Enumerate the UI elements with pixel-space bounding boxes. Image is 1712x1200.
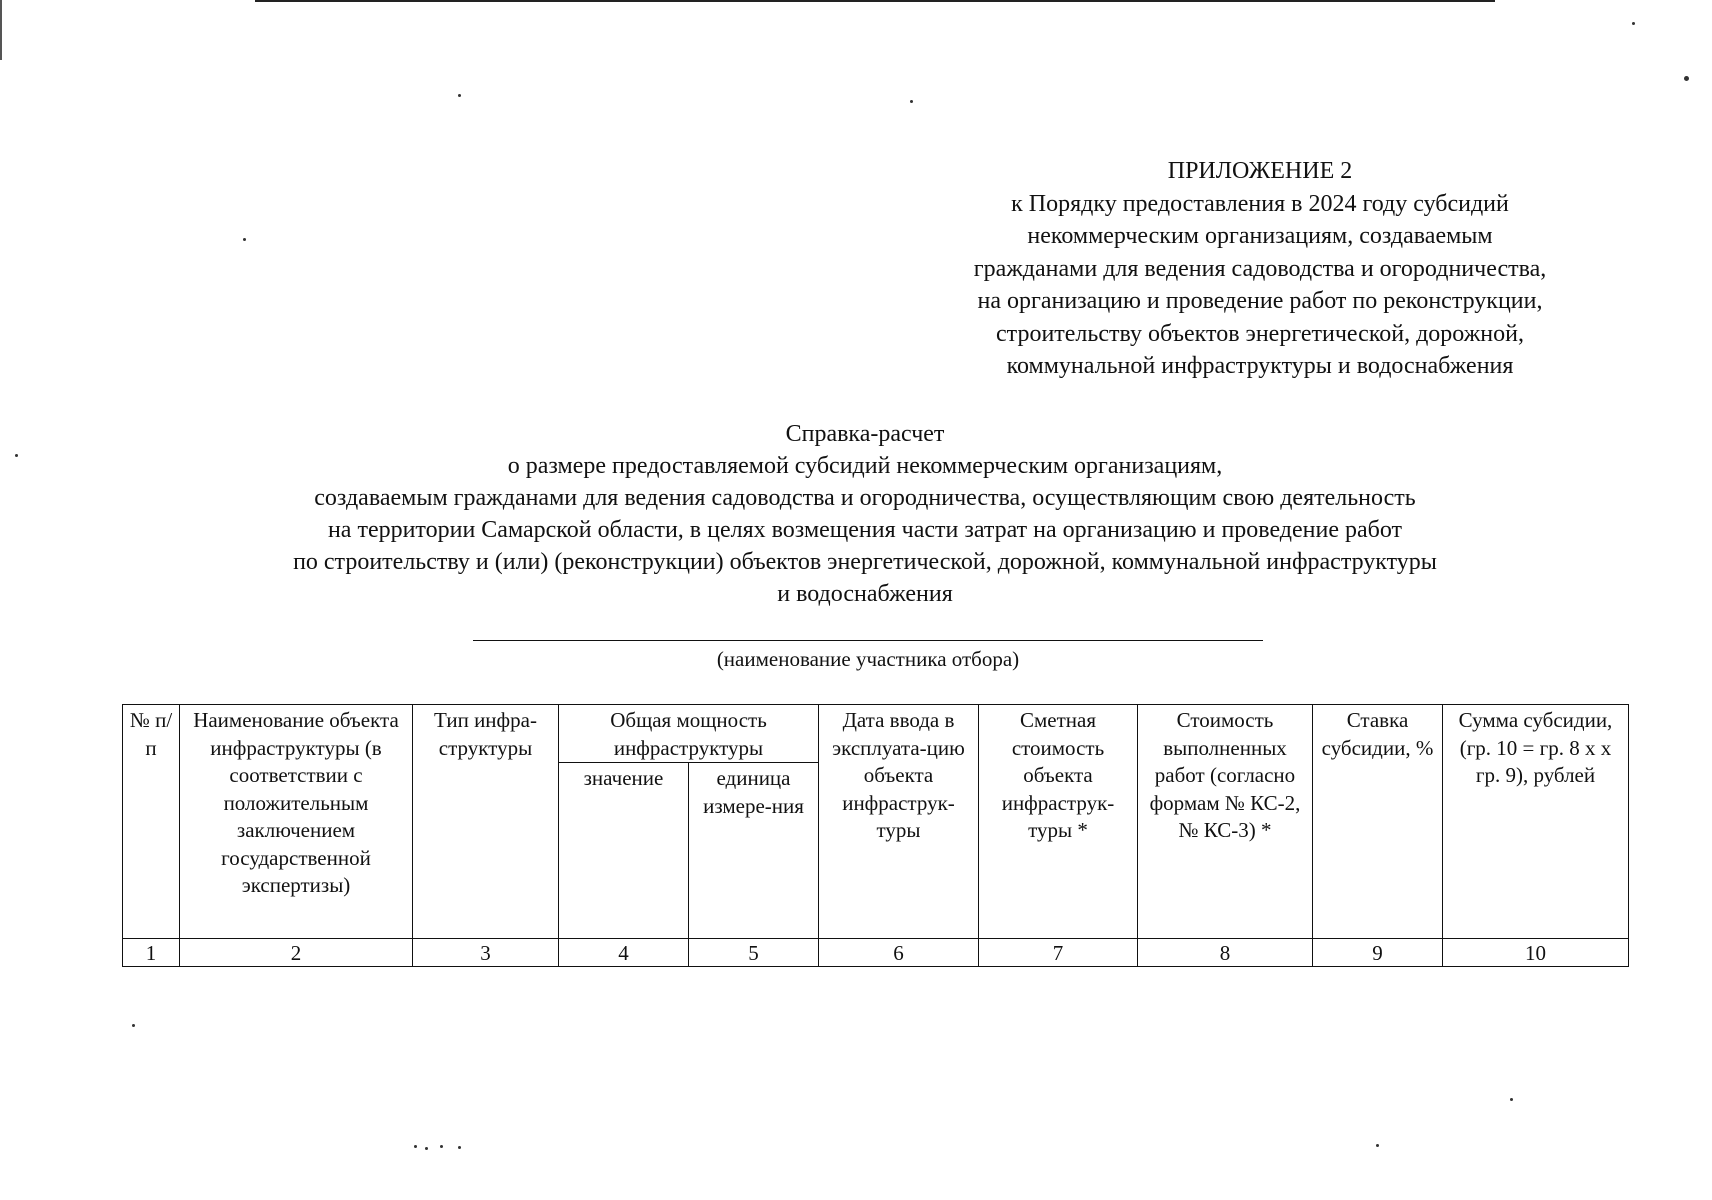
header-col-commission-date: Дата ввода в эксплуата-цию объекта инфраструк-туры	[819, 705, 979, 939]
scan-speck	[458, 1146, 461, 1149]
appendix-line: коммунальной инфраструктуры и водоснабжения	[1006, 353, 1514, 379]
participant-caption: (наименование участника отбора)	[716, 647, 1020, 671]
header-col-capacity-unit: единица измере-ния	[689, 763, 819, 939]
header-col-completed-works-cost: Стоимость выполненных работ (согласно формам № КС-2, № КС-3) *	[1138, 705, 1313, 939]
column-number-cell: 1	[123, 939, 180, 967]
document-title: Справка-расчет	[785, 421, 945, 447]
column-number-cell: 6	[819, 939, 979, 967]
header-group-capacity: Общая мощность инфраструктуры	[559, 705, 819, 763]
heading-line: создаваемым гражданами для ведения садоводства и огородничества, осуществляющим свою деятельность	[314, 485, 1416, 511]
scan-speck	[1510, 1098, 1513, 1101]
appendix-line: на организацию и проведение работ по реконструкции,	[977, 288, 1543, 314]
subsidy-calculation-table	[122, 704, 1629, 967]
header-col-infra-type: Тип инфра-структуры	[413, 705, 559, 939]
header-col-capacity-value: значение	[559, 763, 689, 939]
column-number-cell: 5	[689, 939, 819, 967]
appendix-title: ПРИЛОЖЕНИЕ 2	[1167, 158, 1353, 184]
scan-speck	[1376, 1144, 1379, 1147]
header-col-subsidy-amount: Сумма субсидии, (гр. 10 = гр. 8 х х гр. 9), рублей	[1443, 705, 1629, 939]
scan-speck	[132, 1024, 135, 1027]
heading-line: по строительству и (или) (реконструкции) объектов энергетической, дорожной, коммунальной инфраструктуры	[293, 549, 1437, 575]
appendix-line: некоммерческим организациям, создаваемым	[1027, 223, 1493, 249]
appendix-block	[900, 155, 1620, 383]
scan-speck	[458, 94, 461, 97]
column-number-cell: 10	[1443, 939, 1629, 967]
header-col-estimated-cost: Сметная стоимость объекта инфраструк-туры *	[979, 705, 1138, 939]
scan-speck	[243, 238, 246, 241]
participant-name-line	[473, 640, 1263, 641]
table-column-numbers-row	[123, 939, 1629, 967]
scan-left-edge	[0, 0, 2, 60]
scan-speck	[1632, 22, 1635, 25]
header-col-number: № п/п	[123, 705, 180, 939]
scan-speck	[425, 1147, 428, 1150]
header-col-subsidy-rate: Ставка субсидии, %	[1313, 705, 1443, 939]
scan-speck	[15, 454, 18, 457]
column-number-cell: 7	[979, 939, 1138, 967]
column-number-cell: 2	[180, 939, 413, 967]
column-number-cell: 8	[1138, 939, 1313, 967]
document-heading	[110, 418, 1620, 610]
scan-speck	[910, 100, 913, 103]
heading-line: о размере предоставляемой субсидий некоммерческим организациям,	[507, 453, 1223, 479]
header-col-object-name: Наименование объекта инфраструктуры (в соответствии с положительным заключением государственной экспертизы)	[180, 705, 413, 939]
appendix-line: к Порядку предоставления в 2024 году субсидий	[1011, 190, 1509, 217]
appendix-line: строительству объектов энергетической, дорожной,	[996, 320, 1524, 347]
scan-speck	[1684, 76, 1689, 81]
heading-line: на территории Самарской области, в целях возмещения части затрат на организацию и проведение работ	[327, 517, 1403, 543]
column-number-cell: 9	[1313, 939, 1443, 967]
heading-line: и водоснабжения	[777, 581, 953, 607]
column-number-cell: 3	[413, 939, 559, 967]
scan-top-border	[255, 0, 1495, 2]
appendix-line: гражданами для ведения садоводства и огородничества,	[973, 255, 1547, 282]
scan-speck	[440, 1145, 443, 1148]
column-number-cell: 4	[559, 939, 689, 967]
scan-speck	[414, 1145, 417, 1148]
table-header-row	[123, 705, 1629, 763]
